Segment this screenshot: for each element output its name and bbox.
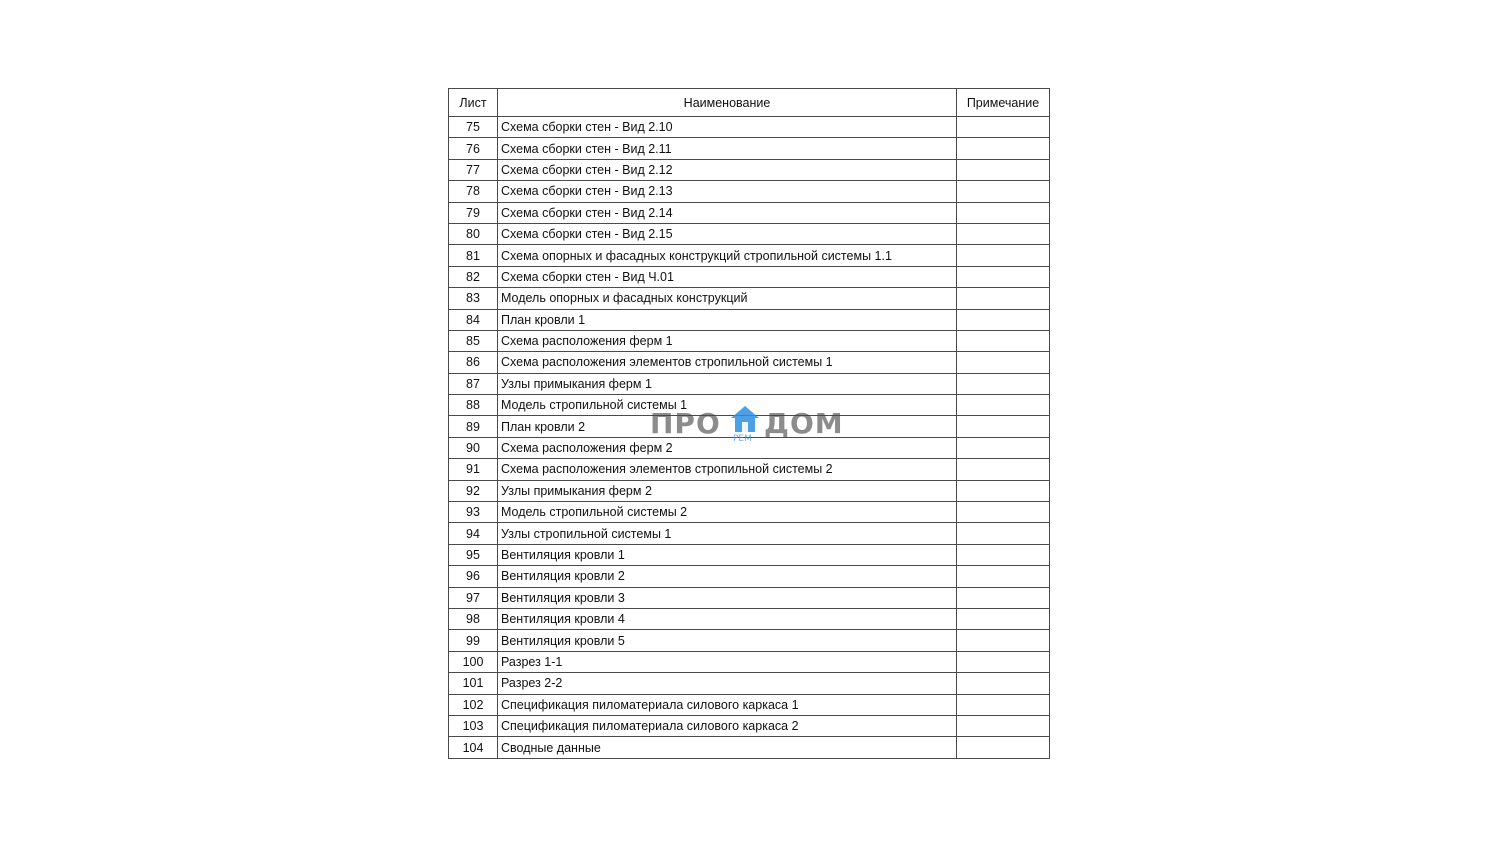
table-row [449,352,1050,373]
sheet-note-cell [957,694,1050,715]
sheet-note-cell [957,330,1050,351]
sheet-name-cell: Узлы примыкания ферм 2 [498,480,957,501]
sheet-note-cell [957,651,1050,672]
table-row [449,159,1050,180]
sheet-name-cell: Схема сборки стен - Вид 2.14 [498,202,957,223]
sheet-name-cell: Спецификация пиломатериала силового каркаса 1 [498,694,957,715]
sheet-index-table [448,88,1050,759]
sheet-name-cell: Узлы стропильной системы 1 [498,523,957,544]
sheet-note-cell [957,480,1050,501]
note-column-header: Примечание [957,89,1050,117]
sheet-note-cell [957,223,1050,244]
sheet-note-cell [957,737,1050,758]
table-row [449,245,1050,266]
sheet-note-cell [957,245,1050,266]
sheet-note-cell [957,715,1050,736]
sheet-number-cell: 90 [449,437,498,458]
sheet-name-cell: Модель стропильной системы 2 [498,502,957,523]
sheet-number-cell: 101 [449,673,498,694]
sheet-number-cell: 95 [449,544,498,565]
sheet-number-cell: 85 [449,330,498,351]
sheet-name-cell: Схема сборки стен - Вид 2.10 [498,117,957,138]
sheet-name-cell: Сводные данные [498,737,957,758]
table-row [449,737,1050,758]
sheet-name-cell: Вентиляция кровли 5 [498,630,957,651]
sheet-number-cell: 94 [449,523,498,544]
sheet-note-cell [957,202,1050,223]
sheet-name-cell: План кровли 2 [498,416,957,437]
sheet-note-cell [957,117,1050,138]
sheet-number-cell: 89 [449,416,498,437]
sheet-name-cell: Разрез 2-2 [498,673,957,694]
sheet-note-cell [957,181,1050,202]
table-row [449,480,1050,501]
table-row [449,202,1050,223]
sheet-note-cell [957,373,1050,394]
sheet-name-cell: Вентиляция кровли 3 [498,587,957,608]
sheet-name-cell: Модель опорных и фасадных конструкций [498,288,957,309]
sheet-name-cell: Схема расположения ферм 2 [498,437,957,458]
sheet-number-cell: 84 [449,309,498,330]
sheet-number-cell: 77 [449,159,498,180]
sheet-name-cell: Вентиляция кровли 2 [498,566,957,587]
sheet-name-cell: Схема сборки стен - Вид Ч.01 [498,266,957,287]
sheet-number-cell: 96 [449,566,498,587]
sheet-name-cell: Разрез 1-1 [498,651,957,672]
table-row [449,502,1050,523]
table-row [449,181,1050,202]
table-row [449,587,1050,608]
watermark-text-right: ДОМ [764,407,844,440]
table-row [449,266,1050,287]
sheet-number-cell: 79 [449,202,498,223]
table-row [449,523,1050,544]
sheet-note-cell [957,459,1050,480]
table-row [449,416,1050,437]
sheet-note-cell [957,288,1050,309]
table-row [449,437,1050,458]
sheet-name-cell: Схема сборки стен - Вид 2.11 [498,138,957,159]
sheet-note-cell [957,159,1050,180]
sheet-number-cell: 102 [449,694,498,715]
table-row [449,673,1050,694]
table-row [449,459,1050,480]
sheet-note-cell [957,352,1050,373]
sheet-name-cell: Модель стропильной системы 1 [498,395,957,416]
table-row [449,223,1050,244]
sheet-name-cell: Спецификация пиломатериала силового каркаса 2 [498,715,957,736]
sheet-number-cell: 83 [449,288,498,309]
sheet-name-cell: Схема расположения ферм 1 [498,330,957,351]
sheet-number-cell: 88 [449,395,498,416]
sheet-note-cell [957,502,1050,523]
table-row [449,608,1050,629]
sheet-note-cell [957,566,1050,587]
table-row [449,309,1050,330]
sheet-number-cell: 86 [449,352,498,373]
sheet-note-cell [957,673,1050,694]
table-row [449,715,1050,736]
sheet-note-cell [957,395,1050,416]
sheet-number-cell: 93 [449,502,498,523]
table-row [449,138,1050,159]
sheet-name-cell: Схема расположения элементов стропильной системы 1 [498,352,957,373]
table-row [449,544,1050,565]
table-row [449,694,1050,715]
sheet-name-cell: Узлы примыкания ферм 1 [498,373,957,394]
sheet-number-cell: 97 [449,587,498,608]
sheet-number-cell: 78 [449,181,498,202]
sheet-number-cell: 98 [449,608,498,629]
sheet-note-cell [957,544,1050,565]
sheet-number-cell: 80 [449,223,498,244]
sheet-number-cell: 99 [449,630,498,651]
sheet-note-cell [957,630,1050,651]
table-row [449,288,1050,309]
watermark-subtext: РЕМ [733,434,752,444]
sheet-name-cell: Схема сборки стен - Вид 2.12 [498,159,957,180]
sheet-name-cell: Схема опорных и фасадных конструкций стропильной системы 1.1 [498,245,957,266]
table-row [449,373,1050,394]
sheet-number-cell: 87 [449,373,498,394]
table-row [449,330,1050,351]
sheet-note-cell [957,266,1050,287]
sheet-name-cell: Схема сборки стен - Вид 2.15 [498,223,957,244]
sheet-note-cell [957,138,1050,159]
sheet-number-cell: 104 [449,737,498,758]
sheet-note-cell [957,309,1050,330]
sheet-number-cell: 75 [449,117,498,138]
sheet-number-cell: 103 [449,715,498,736]
sheet-number-cell: 92 [449,480,498,501]
sheet-note-cell [957,523,1050,544]
table-row [449,566,1050,587]
sheet-column-header: Лист [449,89,498,117]
sheet-name-cell: Вентиляция кровли 4 [498,608,957,629]
name-column-header: Наименование [498,89,957,117]
table-header-row [449,89,1050,117]
sheet-note-cell [957,587,1050,608]
sheet-number-cell: 100 [449,651,498,672]
table-row [449,630,1050,651]
table-row [449,395,1050,416]
table-row [449,117,1050,138]
table-row [449,651,1050,672]
sheet-number-cell: 82 [449,266,498,287]
sheet-name-cell: План кровли 1 [498,309,957,330]
sheet-number-cell: 76 [449,138,498,159]
sheet-number-cell: 91 [449,459,498,480]
sheet-note-cell [957,608,1050,629]
sheet-note-cell [957,416,1050,437]
sheet-note-cell [957,437,1050,458]
sheet-name-cell: Схема сборки стен - Вид 2.13 [498,181,957,202]
sheet-number-cell: 81 [449,245,498,266]
watermark-text-left: ПРО [650,407,721,440]
sheet-name-cell: Вентиляция кровли 1 [498,544,957,565]
sheet-name-cell: Схема расположения элементов стропильной системы 2 [498,459,957,480]
table-body [449,117,1050,759]
